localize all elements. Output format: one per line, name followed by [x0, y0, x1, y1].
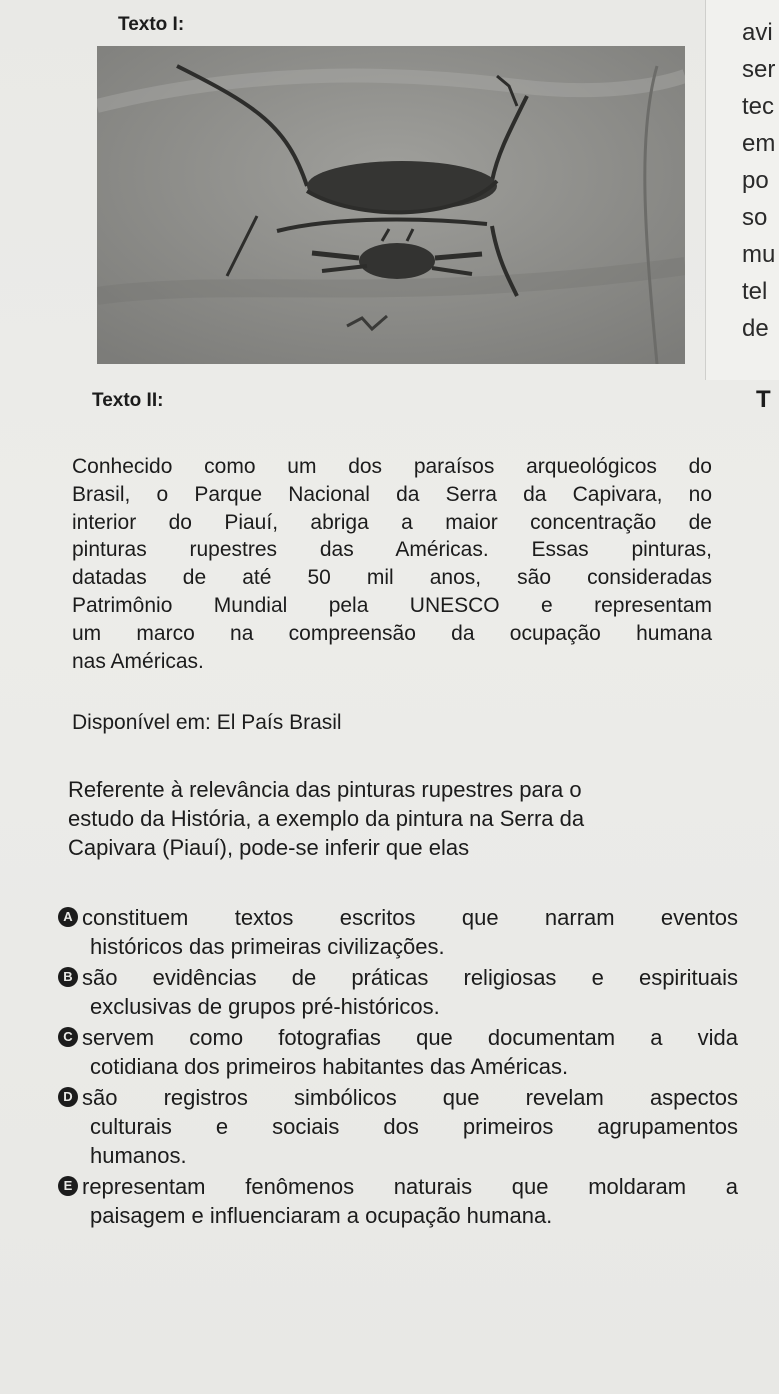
adjacent-word: tel [742, 278, 768, 305]
option-text-line: humanos. [90, 1143, 187, 1168]
texto-2-paragraph [72, 453, 712, 675]
adjacent-word: em [742, 130, 776, 157]
question-stem [68, 775, 718, 862]
option-b[interactable] [58, 963, 738, 1021]
paragraph-line: nas Américas. [72, 649, 204, 673]
texto-1-label: Texto I: [118, 14, 185, 35]
option-text-line: constituem textos escritos que narram eventos [82, 905, 738, 930]
paragraph-line: datadas de até 50 mil anos, são consideradas [72, 566, 712, 590]
option-text-line: cotidiana dos primeiros habitantes das Américas. [90, 1054, 569, 1079]
option-d[interactable] [58, 1083, 738, 1170]
option-letter-badge: A [58, 907, 78, 927]
answer-options [58, 903, 738, 1232]
source-citation: Disponível em: El País Brasil [72, 711, 342, 734]
option-a[interactable] [58, 903, 738, 961]
cave-painting-photo [97, 46, 685, 364]
texto-2-label: Texto II: [92, 390, 164, 411]
option-letter-badge: B [58, 967, 78, 987]
adjacent-word: avi [742, 19, 773, 46]
paragraph-line: interior do Piauí, abriga a maior concentração de [72, 510, 712, 534]
option-text-line: servem como fotografias que documentam a vida [82, 1025, 738, 1050]
option-text-line: exclusivas de grupos pré-históricos. [90, 994, 440, 1019]
paragraph-line: um marco na compreensão da ocupação humana [72, 621, 712, 645]
question-line: Capivara (Piauí), pode-se inferir que elas [68, 835, 470, 860]
option-text-line: paisagem e influenciaram a ocupação humana. [90, 1203, 553, 1228]
option-text-line: culturais e sociais dos primeiros agrupamentos [90, 1114, 738, 1139]
option-text-line: são registros simbólicos que revelam aspectos [82, 1085, 738, 1110]
option-letter-badge: E [58, 1176, 78, 1196]
paragraph-line: Patrimônio Mundial pela UNESCO e representam [72, 593, 712, 617]
option-letter-badge: C [58, 1027, 78, 1047]
option-e[interactable] [58, 1172, 738, 1230]
option-text-line: históricos das primeiras civilizações. [90, 934, 445, 959]
option-letter-badge: D [58, 1087, 78, 1107]
question-line: Referente à relevância das pinturas rupestres para o [68, 777, 582, 802]
adjacent-word: de [742, 315, 769, 342]
question-line: estudo da História, a exemplo da pintura na Serra da [68, 806, 585, 831]
adjacent-word: so [742, 204, 768, 231]
adjacent-heading-letter: T [756, 386, 771, 413]
option-text-line: são evidências de práticas religiosas e espirituais [82, 965, 738, 990]
adjacent-word: mu [742, 241, 776, 268]
option-text-line: representam fenômenos naturais que moldaram a [82, 1174, 738, 1199]
adjacent-word: po [742, 167, 769, 194]
adjacent-word: ser [742, 56, 776, 83]
paragraph-line: pinturas rupestres das Américas. Essas pinturas, [72, 538, 712, 562]
paragraph-line: Conhecido como um dos paraísos arqueológicos do [72, 455, 712, 478]
adjacent-word: tec [742, 93, 775, 120]
paragraph-line: Brasil, o Parque Nacional da Serra da Capivara, no [72, 482, 712, 506]
adjacent-page-text [742, 14, 775, 347]
option-c[interactable] [58, 1023, 738, 1081]
